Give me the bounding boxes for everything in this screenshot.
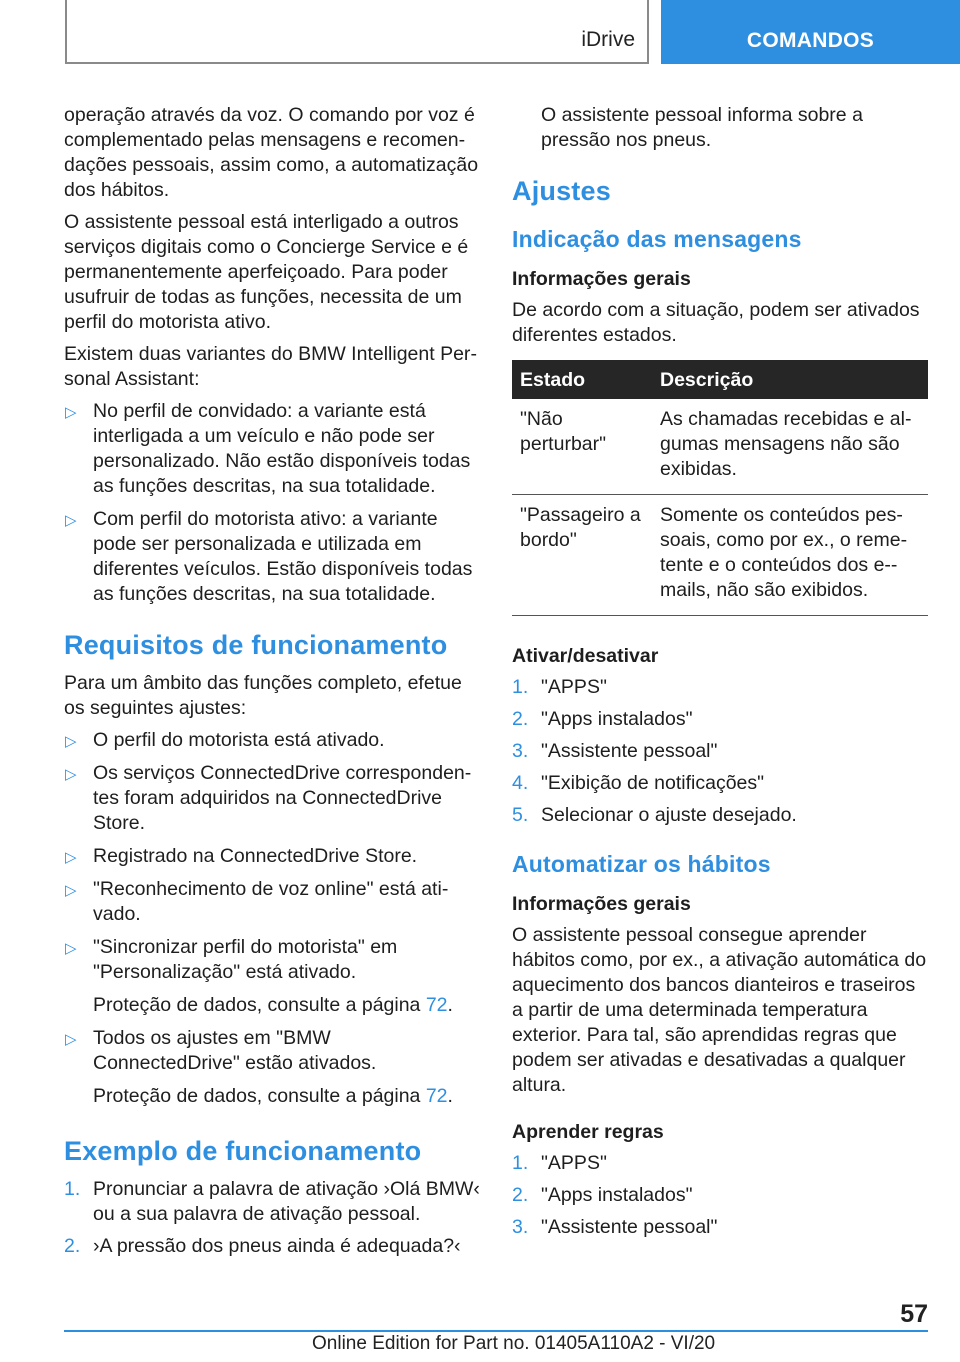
footer-divider bbox=[64, 1330, 928, 1332]
subsection-heading-indicacao: Indicação das mensagens bbox=[512, 226, 802, 252]
numbered-step bbox=[512, 707, 928, 732]
left-column bbox=[64, 103, 482, 1266]
table-header-estado: Estado bbox=[512, 360, 652, 399]
table-header-row bbox=[512, 360, 928, 399]
step-text: "Assistente pessoal" bbox=[541, 740, 718, 762]
step-text: Selecionar o ajuste desejado. bbox=[541, 804, 797, 826]
step-number: 1. bbox=[512, 676, 529, 698]
cross-reference bbox=[64, 993, 482, 1018]
subheading: Ativar/desativar bbox=[512, 645, 659, 667]
cross-reference-text: Proteção de dados, consulte a página bbox=[93, 1085, 426, 1107]
table-cell-estado: "Não perturbar" bbox=[512, 399, 652, 495]
subheading: Aprender regras bbox=[512, 1121, 664, 1143]
page-link-72[interactable]: 72 bbox=[425, 994, 448, 1016]
step-number: 1. bbox=[512, 1152, 529, 1174]
numbered-step bbox=[512, 1151, 928, 1176]
bullet-text: No perfil de convidado: a variante está interligada a um veículo e não pode ser personalizado. Não estão disponíveis todas as funções descritas, na sua totalidade. bbox=[93, 400, 471, 497]
table-cell-estado: "Passageiro a bordo" bbox=[512, 495, 652, 616]
bullet-item bbox=[64, 935, 482, 985]
header-chapter-title: COMANDOS bbox=[746, 29, 875, 52]
triangle-right-icon: ▷ bbox=[65, 940, 77, 957]
step-number: 2. bbox=[512, 1184, 529, 1206]
step-number: 3. bbox=[512, 740, 529, 762]
paragraph: De acordo com a situação, podem ser ativados diferentes estados. bbox=[512, 299, 920, 346]
section-heading-ajustes: Ajustes bbox=[512, 176, 611, 206]
footer-edition-text: Online Edition for Part no. 01405A110A2 - VI/20 bbox=[312, 1333, 716, 1354]
header-section-box bbox=[65, 0, 649, 64]
states-table bbox=[512, 360, 928, 616]
step-text: "Exibição de notificações" bbox=[541, 772, 765, 794]
numbered-step bbox=[512, 675, 928, 700]
numbered-step bbox=[512, 1183, 928, 1208]
paragraph: O assistente pessoal está interligado a outros serviços digitais como o Concierge Service e é permanentemente aperfeiçoado. Para poder usufruir de todas as funções, necessita de um perfil do motorista ativo. bbox=[64, 211, 469, 333]
numbered-step bbox=[512, 803, 928, 828]
step-text: Pronunciar a palavra de ativação ›Olá BMW‹ ou a sua palavra de ativação pessoal. bbox=[93, 1178, 480, 1225]
step-text: "Assistente pessoal" bbox=[541, 1216, 718, 1238]
period: . bbox=[447, 994, 453, 1016]
paragraph: Para um âmbito das funções completo, efetue os seguintes ajustes: bbox=[64, 672, 462, 719]
bullet-text: "Reconhecimento de voz online" está ativado. bbox=[93, 878, 449, 925]
triangle-right-icon: ▷ bbox=[65, 849, 77, 866]
numbered-step bbox=[64, 1177, 482, 1227]
step-number: 3. bbox=[512, 1216, 529, 1238]
table-row bbox=[512, 399, 928, 495]
bullet-text: O perfil do motorista está ativado. bbox=[93, 729, 385, 751]
step-number: 1. bbox=[64, 1178, 81, 1200]
numbered-step bbox=[64, 1234, 482, 1259]
cross-reference bbox=[64, 1084, 482, 1109]
step-number: 2. bbox=[64, 1235, 81, 1257]
bullet-text: Com perfil do motorista ativo: a variante pode ser personalizada e utilizada em diferentes veículos. Estão disponíveis todas as funções descritas, na sua totalidade. bbox=[93, 508, 473, 605]
bullet-text: "Sincronizar perfil do motorista" em "Personalização" está ativado. bbox=[93, 936, 398, 983]
numbered-step bbox=[512, 1215, 928, 1240]
cross-reference-text: Proteção de dados, consulte a página bbox=[93, 994, 426, 1016]
bullet-item bbox=[64, 844, 482, 869]
numbered-step bbox=[512, 739, 928, 764]
subsection-heading-automatizar: Automatizar os hábitos bbox=[512, 851, 771, 877]
subheading: Informações gerais bbox=[512, 893, 691, 915]
triangle-right-icon: ▷ bbox=[65, 1031, 77, 1048]
paragraph: O assistente pessoal consegue aprender hábitos como, por ex., a ativação automática do aquecimento dos bancos dianteiros e traseiros a partir de uma determinada temperatura exterior. Para tal, são aprendidas regras que podem ser ativadas e desativadas a qualquer altura. bbox=[512, 924, 927, 1096]
step-text: "Apps instalados" bbox=[541, 1184, 693, 1206]
triangle-right-icon: ▷ bbox=[65, 733, 77, 750]
step-number: 4. bbox=[512, 772, 529, 794]
table-row bbox=[512, 495, 928, 616]
step-text: "APPS" bbox=[541, 676, 607, 698]
bullet-item bbox=[64, 761, 482, 836]
paragraph: operação através da voz. O comando por voz é complementado pelas mensagens e recomendações pessoais, assim como, a automatização dos hábitos. bbox=[64, 104, 479, 201]
page-link-72[interactable]: 72 bbox=[425, 1085, 448, 1107]
section-heading-exemplo: Exemplo de funcionamento bbox=[64, 1136, 422, 1166]
bullet-text: Todos os ajustes em "BMW ConnectedDrive" estão ativados. bbox=[93, 1027, 377, 1074]
page-number: 57 bbox=[900, 1300, 928, 1328]
triangle-right-icon: ▷ bbox=[65, 882, 77, 899]
step-text: ›A pressão dos pneus ainda é adequada?‹ bbox=[93, 1235, 461, 1257]
bullet-item bbox=[64, 399, 482, 499]
bullet-text: Os serviços ConnectedDrive correspondentes foram adquiridos na ConnectedDrive Store. bbox=[93, 762, 472, 834]
triangle-right-icon: ▷ bbox=[65, 404, 77, 421]
bullet-item bbox=[64, 507, 482, 607]
header-chapter-tab bbox=[661, 0, 960, 64]
step-text: "APPS" bbox=[541, 1152, 607, 1174]
right-column bbox=[512, 103, 928, 1247]
section-heading-requisitos: Requisitos de funcionamento bbox=[64, 630, 448, 660]
numbered-step bbox=[512, 771, 928, 796]
period: . bbox=[447, 1085, 453, 1107]
step-number: 5. bbox=[512, 804, 529, 826]
paragraph: O assistente pessoal informa sobre a pressão nos pneus. bbox=[541, 104, 863, 151]
table-cell-descricao: Somente os conteúdos pessoais, como por ex., o remetente e o conteúdos dos e-mails, não são exibidos. bbox=[652, 495, 928, 616]
triangle-right-icon: ▷ bbox=[65, 766, 77, 783]
step-text: "Apps instalados" bbox=[541, 708, 693, 730]
table-cell-descricao: As chamadas recebidas e algumas mensagens não são exibidas. bbox=[652, 399, 928, 495]
header-section-title: iDrive bbox=[581, 28, 635, 51]
triangle-right-icon: ▷ bbox=[65, 512, 77, 529]
bullet-item bbox=[64, 877, 482, 927]
bullet-text: Registrado na ConnectedDrive Store. bbox=[93, 845, 418, 867]
table-header-descricao: Descrição bbox=[652, 360, 928, 399]
bullet-item bbox=[64, 1026, 482, 1076]
paragraph: Existem duas variantes do BMW Intelligent Personal Assistant: bbox=[64, 343, 477, 390]
bullet-item bbox=[64, 728, 482, 753]
subheading: Informações gerais bbox=[512, 268, 691, 290]
step-number: 2. bbox=[512, 708, 529, 730]
